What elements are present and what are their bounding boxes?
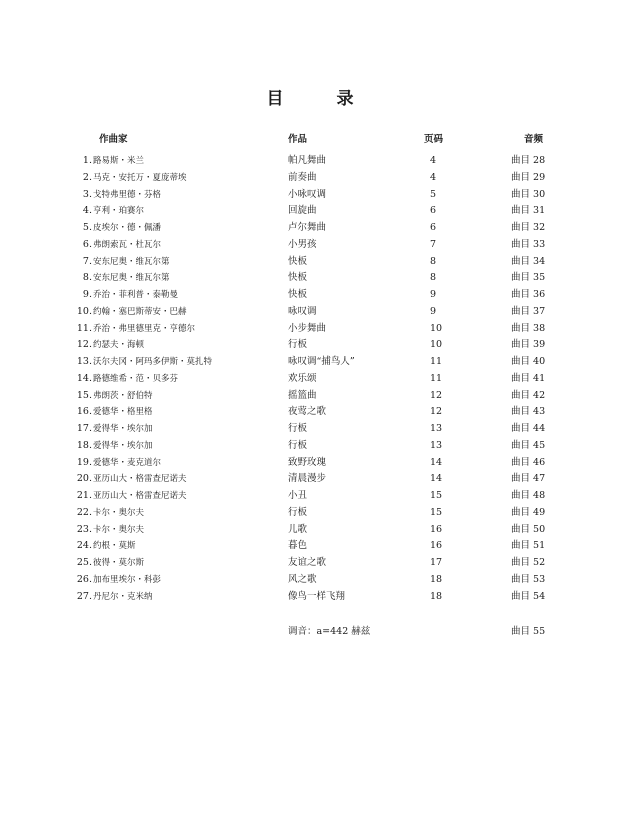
entry-page: 16: [430, 540, 443, 552]
entry-page: 14: [430, 473, 443, 485]
entry-page: 6: [430, 222, 437, 233]
entry-page: 11: [430, 356, 443, 367]
entry-page: 11: [430, 372, 443, 384]
entry-work: 小步舞曲: [288, 322, 327, 334]
entry-work: 暮色: [288, 540, 308, 552]
entry-page: 7: [430, 238, 437, 250]
entry-number: 21.: [76, 490, 92, 501]
tuning-note: 调音：a=442 赫兹: [288, 626, 371, 637]
entry-page: 17: [430, 557, 443, 568]
entry-composer: 爱德华・格里格: [93, 407, 153, 418]
entry-work: 行板: [288, 339, 308, 351]
toc-entry: [0, 254, 620, 271]
toc-entry: [0, 538, 620, 555]
entry-audio-track: 曲目 34: [511, 255, 546, 267]
entry-composer: 约瑟夫・海顿: [93, 340, 145, 351]
entry-work: 行板: [288, 506, 308, 518]
entry-composer: 爱德华・麦克道尔: [93, 457, 162, 468]
entry-number: 1.: [82, 155, 92, 166]
entry-page: 4: [430, 171, 437, 183]
toc-entry: [0, 170, 620, 187]
entry-composer: 卡尔・奥尔夫: [93, 507, 145, 518]
entry-page: 14: [430, 456, 443, 468]
entry-audio-track: 曲目 45: [511, 439, 546, 451]
entry-audio-track: 曲目 36: [511, 289, 546, 300]
entry-work: 小咏叹调: [288, 188, 327, 200]
entry-audio-track: 曲目 49: [511, 506, 546, 518]
entry-work: 小男孩: [288, 238, 317, 250]
entry-number: 9.: [82, 289, 92, 300]
entry-work: 欢乐颂: [288, 372, 317, 384]
entry-work: 儿歌: [288, 523, 308, 535]
toc-entry: [0, 304, 620, 321]
header-audio: 音频: [524, 134, 544, 145]
entry-number: 20.: [76, 473, 92, 485]
entry-composer: 约根・莫斯: [93, 541, 136, 552]
entry-composer: 安东尼奥・维瓦尔第: [93, 256, 170, 267]
header-page: 页码: [424, 134, 444, 145]
entry-number: 12.: [76, 339, 92, 351]
entry-page: 10: [430, 339, 443, 351]
entry-composer: 沃尔夫冈・阿玛多伊斯・莫扎特: [93, 357, 213, 367]
toc-entry: [0, 337, 620, 354]
entry-audio-track: 曲目 40: [511, 356, 546, 367]
entry-work: 友谊之歌: [288, 557, 327, 568]
entry-composer: 马克・安托万・夏庞蒂埃: [93, 172, 187, 183]
entry-work: 像鸟一样飞翔: [288, 590, 346, 602]
toc-entry: [0, 421, 620, 438]
entry-page: 9: [430, 289, 437, 300]
toc-entry: [0, 287, 620, 304]
entry-composer: 乔治・弗里德里克・亨德尔: [93, 323, 196, 334]
entry-work: 帕凡舞曲: [288, 155, 327, 166]
entry-work: 致野玫瑰: [288, 456, 327, 468]
toc-entry: [0, 522, 620, 539]
toc-entry: [0, 153, 620, 170]
entry-page: 10: [430, 322, 443, 334]
entry-number: 11.: [76, 322, 92, 334]
entry-composer: 戈特弗里德・芬格: [93, 189, 162, 200]
entry-number: 10.: [76, 305, 92, 317]
entry-composer: 路易斯・米兰: [93, 156, 145, 166]
entry-number: 8.: [82, 272, 92, 284]
toc-entry: [0, 203, 620, 220]
entry-audio-track: 曲目 41: [511, 372, 546, 384]
entry-page: 8: [430, 255, 437, 267]
entry-work: 清晨漫步: [288, 473, 327, 485]
entry-work: 快板: [288, 255, 308, 267]
entry-work: 咏叹调: [288, 305, 317, 317]
entry-page: 18: [430, 573, 443, 585]
entry-work: 咏叹调“捕鸟人”: [288, 356, 355, 367]
entry-work: 前奏曲: [288, 171, 317, 183]
entry-work: 行板: [288, 439, 308, 451]
toc-entry: [0, 438, 620, 455]
entry-audio-track: 曲目 47: [511, 473, 546, 485]
toc-entry: [0, 237, 620, 254]
entry-page: 15: [430, 490, 443, 501]
entry-page: 13: [430, 423, 443, 434]
entry-audio-track: 曲目 37: [511, 305, 546, 317]
column-headers: [0, 131, 620, 147]
entry-audio-track: 曲目 52: [511, 557, 546, 568]
entry-page: 8: [430, 272, 437, 284]
entry-audio-track: 曲目 53: [511, 573, 546, 585]
entry-work: 小丑: [288, 490, 308, 501]
entry-audio-track: 曲目 39: [511, 339, 546, 351]
entry-page: 18: [430, 590, 443, 602]
toc-entry: [0, 404, 620, 421]
entry-number: 16.: [76, 406, 92, 418]
entry-number: 25.: [76, 557, 92, 568]
entry-audio-track: 曲目 43: [511, 406, 546, 418]
entry-page: 5: [430, 188, 437, 200]
entry-work: 摇篮曲: [288, 389, 317, 401]
tuning-row: [0, 624, 620, 640]
toc-list: [0, 153, 620, 605]
entry-audio-track: 曲目 31: [511, 205, 546, 217]
entry-composer: 丹尼尔・克米纳: [93, 591, 153, 602]
toc-entry: [0, 270, 620, 287]
entry-page: 12: [430, 389, 443, 401]
toc-entry: [0, 505, 620, 522]
entry-audio-track: 曲目 54: [511, 590, 546, 602]
entry-work: 回旋曲: [288, 205, 317, 217]
entry-number: 18.: [76, 439, 92, 451]
entry-number: 4.: [82, 205, 92, 217]
entry-audio-track: 曲目 44: [511, 423, 546, 434]
entry-page: 16: [430, 523, 443, 535]
entry-number: 26.: [76, 573, 92, 585]
entry-audio-track: 曲目 38: [511, 322, 546, 334]
entry-page: 9: [430, 305, 437, 317]
entry-audio-track: 曲目 32: [511, 222, 546, 233]
entry-page: 13: [430, 439, 443, 451]
entry-number: 3.: [82, 188, 92, 200]
entry-composer: 爱得华・埃尔加: [93, 440, 153, 451]
entry-composer: 约翰・塞巴斯蒂安・巴赫: [93, 306, 187, 317]
entry-audio-track: 曲目 48: [511, 490, 546, 501]
entry-audio-track: 曲目 50: [511, 523, 546, 535]
entry-audio-track: 曲目 30: [511, 188, 546, 200]
entry-page: 15: [430, 506, 443, 518]
entry-composer: 皮埃尔・德・佩潘: [93, 223, 162, 233]
entry-number: 17.: [76, 423, 92, 434]
entry-audio-track: 曲目 35: [511, 272, 546, 284]
entry-composer: 卡尔・奥尔夫: [93, 524, 145, 535]
entry-work: 快板: [288, 289, 308, 300]
toc-entry: [0, 371, 620, 388]
entry-audio-track: 曲目 42: [511, 389, 546, 401]
entry-work: 快板: [288, 272, 308, 284]
entry-composer: 彼得・莫尔斯: [93, 558, 145, 568]
entry-composer: 弗朗茨・舒伯特: [93, 390, 153, 401]
tuning-audio-track: 曲目 55: [511, 626, 546, 637]
entry-audio-track: 曲目 46: [511, 456, 546, 468]
entry-number: 15.: [76, 389, 92, 401]
entry-audio-track: 曲目 33: [511, 238, 546, 250]
entry-audio-track: 曲目 51: [511, 540, 546, 552]
entry-work: 风之歌: [288, 573, 317, 585]
entry-page: 12: [430, 406, 443, 418]
toc-entry: [0, 589, 620, 606]
entry-page: 4: [430, 155, 437, 166]
entry-composer: 亨利・珀赛尔: [93, 206, 145, 217]
entry-number: 27.: [76, 590, 92, 602]
entry-number: 5.: [82, 222, 92, 233]
entry-number: 2.: [82, 171, 92, 183]
entry-number: 19.: [76, 456, 92, 468]
header-work: 作品: [288, 134, 308, 145]
entry-number: 22.: [76, 506, 92, 518]
toc-entry: [0, 187, 620, 204]
entry-number: 6.: [82, 238, 92, 250]
toc-entry: [0, 488, 620, 505]
entry-composer: 亚历山大・格雷查尼诺夫: [93, 491, 187, 501]
toc-entry: [0, 455, 620, 472]
entry-work: 夜莺之歌: [288, 406, 327, 418]
entry-number: 7.: [82, 255, 92, 267]
entry-composer: 爱得华・埃尔加: [93, 424, 153, 434]
entry-work: 行板: [288, 423, 308, 434]
entry-composer: 弗朗索瓦・杜瓦尔: [93, 239, 162, 250]
entry-audio-track: 曲目 28: [511, 155, 546, 166]
entry-number: 24.: [76, 540, 92, 552]
page-title: 目 录: [266, 89, 372, 109]
entry-composer: 亚历山大・格雷查尼诺夫: [93, 474, 187, 485]
entry-number: 13.: [76, 356, 92, 367]
entry-work: 卢尔舞曲: [288, 222, 327, 233]
entry-number: 23.: [76, 523, 92, 535]
entry-composer: 乔治・菲利普・泰勒曼: [93, 290, 179, 300]
toc-entry: [0, 572, 620, 589]
entry-composer: 路德维希・范・贝多芬: [93, 373, 179, 384]
entry-page: 6: [430, 205, 437, 217]
entry-composer: 加布里埃尔・科彭: [93, 574, 162, 585]
toc-entry: [0, 321, 620, 338]
toc-entry: [0, 471, 620, 488]
toc-entry: [0, 555, 620, 572]
header-composer: 作曲家: [99, 134, 128, 145]
toc-entry: [0, 354, 620, 371]
entry-composer: 安东尼奥・维瓦尔第: [93, 273, 170, 284]
entry-audio-track: 曲目 29: [511, 171, 546, 183]
toc-entry: [0, 220, 620, 237]
entry-number: 14.: [76, 372, 92, 384]
toc-entry: [0, 388, 620, 405]
